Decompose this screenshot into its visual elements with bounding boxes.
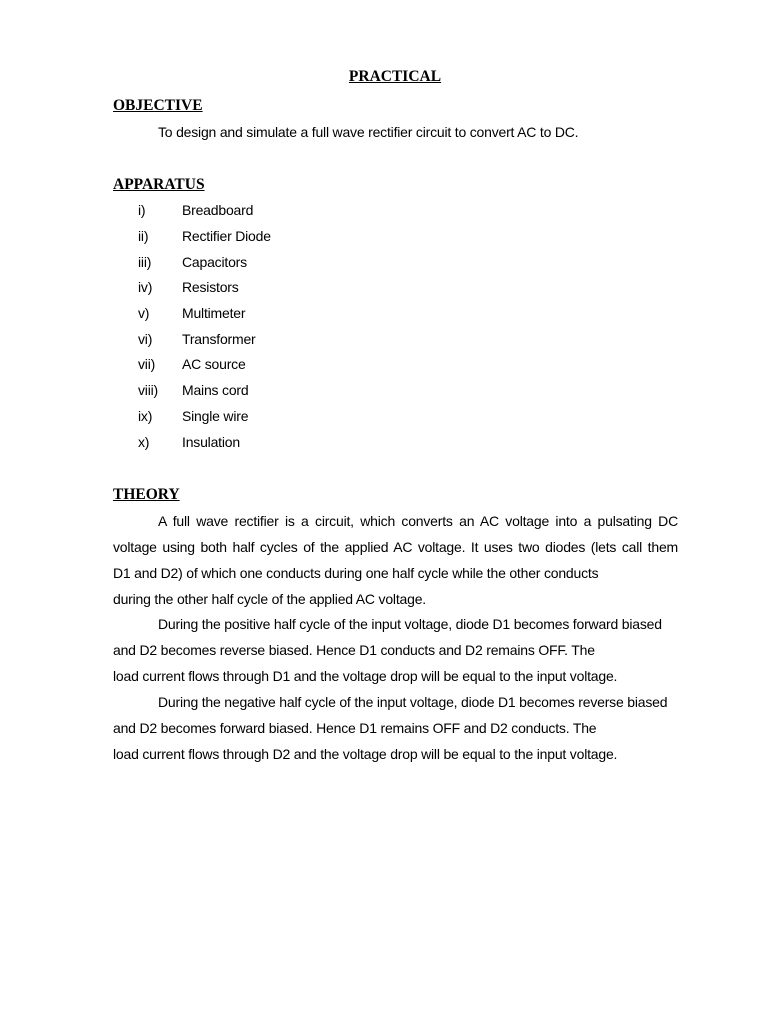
page-title: PRACTICAL	[348, 68, 442, 85]
theory-line: and D2 becomes forward biased. Hence D1 remains OFF and D2 conducts. The	[113, 720, 597, 736]
theory-line: and D2 becomes reverse biased. Hence D1 conducts and D2 remains OFF. The	[113, 642, 595, 658]
list-item-number: vii)	[138, 356, 156, 372]
list-item	[0, 279, 768, 299]
list-item	[0, 356, 768, 376]
list-item	[0, 228, 768, 248]
objective-text: To design and simulate a full wave rectifier circuit to convert AC to DC.	[158, 124, 579, 140]
list-item-label: Resistors	[182, 279, 239, 295]
list-item-label: Capacitors	[182, 254, 247, 270]
list-item-number: iii)	[138, 254, 152, 270]
list-item-label: AC source	[182, 356, 246, 372]
list-item-number: i)	[138, 202, 146, 218]
theory-line: during the other half cycle of the applied AC voltage.	[113, 591, 426, 607]
list-item-number: ix)	[138, 408, 153, 424]
list-item-number: iv)	[138, 279, 153, 295]
list-item-number: x)	[138, 434, 150, 450]
list-item-label: Insulation	[182, 434, 240, 450]
list-item-number: v)	[138, 305, 150, 321]
list-item	[0, 202, 768, 222]
list-item-number: vi)	[138, 331, 153, 347]
list-item	[0, 382, 768, 402]
list-item-label: Mains cord	[182, 382, 249, 398]
objective-heading: OBJECTIVE	[113, 97, 203, 114]
list-item	[0, 305, 768, 325]
list-item	[0, 408, 768, 428]
theory-line: voltage using both half cycles of the applied AC voltage. It uses two diodes (lets call them	[113, 539, 678, 555]
list-item	[0, 434, 768, 454]
theory-line: load current flows through D2 and the voltage drop will be equal to the input voltage.	[113, 746, 618, 762]
list-item-label: Transformer	[182, 331, 256, 347]
theory-line: A full wave rectifier is a circuit, which converts an AC voltage into a pulsating DC	[158, 513, 678, 529]
list-item	[0, 254, 768, 274]
list-item-number: ii)	[138, 228, 149, 244]
apparatus-heading: APPARATUS	[113, 176, 205, 193]
list-item-label: Rectifier Diode	[182, 228, 271, 244]
list-item-label: Breadboard	[182, 202, 254, 218]
list-item	[0, 331, 768, 351]
list-item-label: Single wire	[182, 408, 249, 424]
theory-heading: THEORY	[113, 486, 180, 503]
list-item-number: viii)	[138, 382, 158, 398]
list-item-label: Multimeter	[182, 305, 246, 321]
theory-line: D1 and D2) of which one conducts during one half cycle while the other conducts	[113, 565, 599, 581]
theory-line: load current flows through D1 and the voltage drop will be equal to the input voltage.	[113, 668, 618, 684]
theory-line: During the negative half cycle of the input voltage, diode D1 becomes reverse biased	[158, 694, 668, 710]
theory-line: During the positive half cycle of the input voltage, diode D1 becomes forward biased	[158, 616, 662, 632]
